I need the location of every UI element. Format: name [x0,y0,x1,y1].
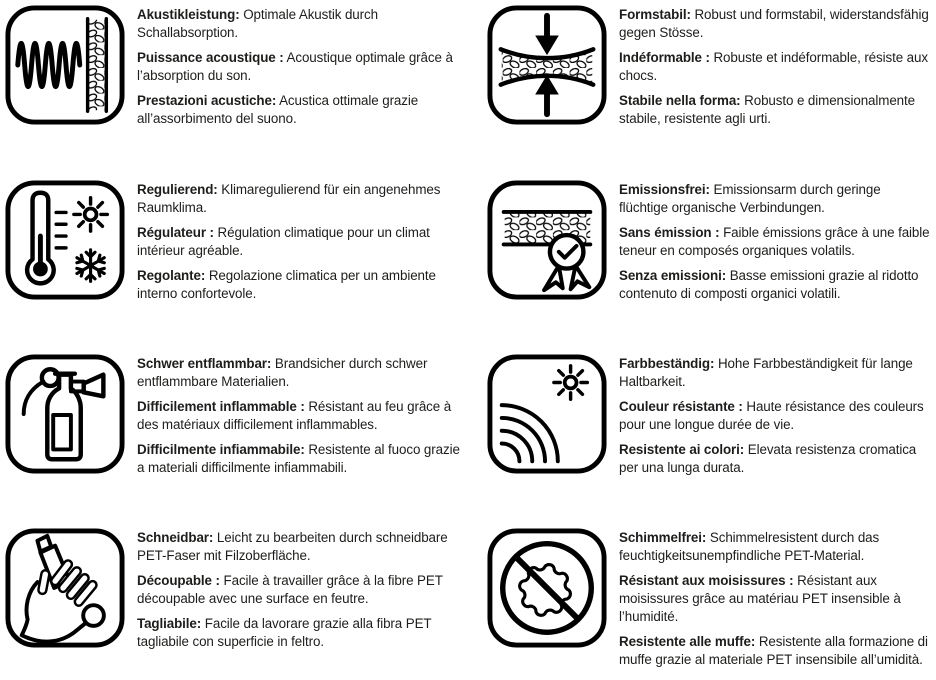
feature-paragraph-de: Farbbeständig: Hohe Farbbeständigkeit für lange Haltbarkeit. [619,356,913,389]
feature-paragraph-fr: Découpable : Facile à travailler grâce à la fibre PET découpable avec une surface en feutre. [137,573,443,606]
feature-texts [137,179,460,310]
feature-paragraph-de: Schwer entflammbar: Brandsicher durch schwer entflammbare Materialien. [137,356,428,389]
feature-paragraph-fr: Indéformable : Robuste et indéformable, résiste aux chocs. [619,50,928,83]
thermometer-climate-icon [4,179,126,301]
feature-tile-regulating [0,170,468,340]
feature-tile-acoustic [0,0,468,170]
cutter-hand-icon [4,527,126,649]
feature-paragraph-it: Difficilmente infiammabile: Resistente al fuoco grazie a materiali difficilmente infiammabili. [137,442,460,475]
feature-paragraph-it: Resistente alle muffe: Resistente alla formazione di muffe grazie al materiale PET insensibile all’umidità. [619,634,928,667]
feature-tile-mold-free [468,510,936,680]
feature-paragraph-de: Akustikleistung: Optimale Akustik durch Schallabsorption. [137,7,378,40]
feature-paragraph-it: Prestazioni acustiche: Acustica ottimale grazie all’assorbimento del suono. [137,93,419,126]
feature-paragraph-fr: Couleur résistante : Haute résistance des couleurs pour une longue durée de vie. [619,399,924,432]
feature-paragraph-de: Regulierend: Klimaregulierend für ein angenehmes Raumklima. [137,182,441,215]
feature-tile-colorfast [468,340,936,510]
feature-tile-emission-free [468,170,936,340]
sun-colorfast-icon [486,353,608,475]
feature-paragraph-it: Regolante: Regolazione climatica per un ambiente interno confortevole. [137,268,436,301]
certified-low-emission-icon [486,179,608,301]
feature-texts [137,353,460,484]
feature-texts [619,527,933,676]
compression-arrows-icon [486,4,608,126]
feature-paragraph-fr: Difficilement inflammable : Résistant au feu grâce à des matériaux difficilement inflammables. [137,399,452,432]
feature-paragraph-fr: Sans émission : Faible émissions grâce à une faible teneur en composés organiques volatils. [619,225,930,258]
feature-paragraph-fr: Résistant aux moisissures : Résistant aux moisissures grâce au matériau PET insensible à l’humidité. [619,573,901,624]
feature-tile-flame-retardant [0,340,468,510]
feature-paragraph-de: Schimmelfrei: Schimmelresistent durch das feuchtigkeitsunempfindliche PET-Material. [619,530,880,563]
feature-tile-cuttable [0,510,468,680]
feature-paragraph-de: Emissionsfrei: Emissionsarm durch geringe flüchtige organische Verbindungen. [619,182,881,215]
feature-tile-form-stable [468,0,936,170]
no-mold-icon [486,527,608,649]
feature-texts [137,527,460,658]
feature-paragraph-de: Schneidbar: Leicht zu bearbeiten durch schneidbare PET-Faser mit Filzoberfläche. [137,530,448,563]
feature-texts [619,4,933,135]
feature-paragraph-de: Formstabil: Robust und formstabil, widerstandsfähig gegen Stösse. [619,7,929,40]
feature-paragraph-it: Tagliabile: Facile da lavorare grazie alla fibra PET tagliabile con superficie in feltro. [137,616,432,649]
feature-paragraph-it: Stabile nella forma: Robusto e dimensionalmente stabile, resistente agli urti. [619,93,915,126]
feature-texts [619,353,933,484]
sound-absorption-icon [4,4,126,126]
feature-paragraph-it: Senza emissioni: Basse emissioni grazie al ridotto contenuto di composti organici volatili. [619,268,919,301]
feature-texts [137,4,460,135]
feature-paragraph-fr: Régulateur : Régulation climatique pour un climat intérieur agréable. [137,225,430,258]
feature-texts [619,179,933,310]
feature-paragraph-fr: Puissance acoustique : Acoustique optimale grâce à l’absorption du son. [137,50,453,83]
feature-paragraph-it: Resistente ai colori: Elevata resistenza cromatica per una lunga durata. [619,442,917,475]
fire-extinguisher-icon [4,353,126,475]
